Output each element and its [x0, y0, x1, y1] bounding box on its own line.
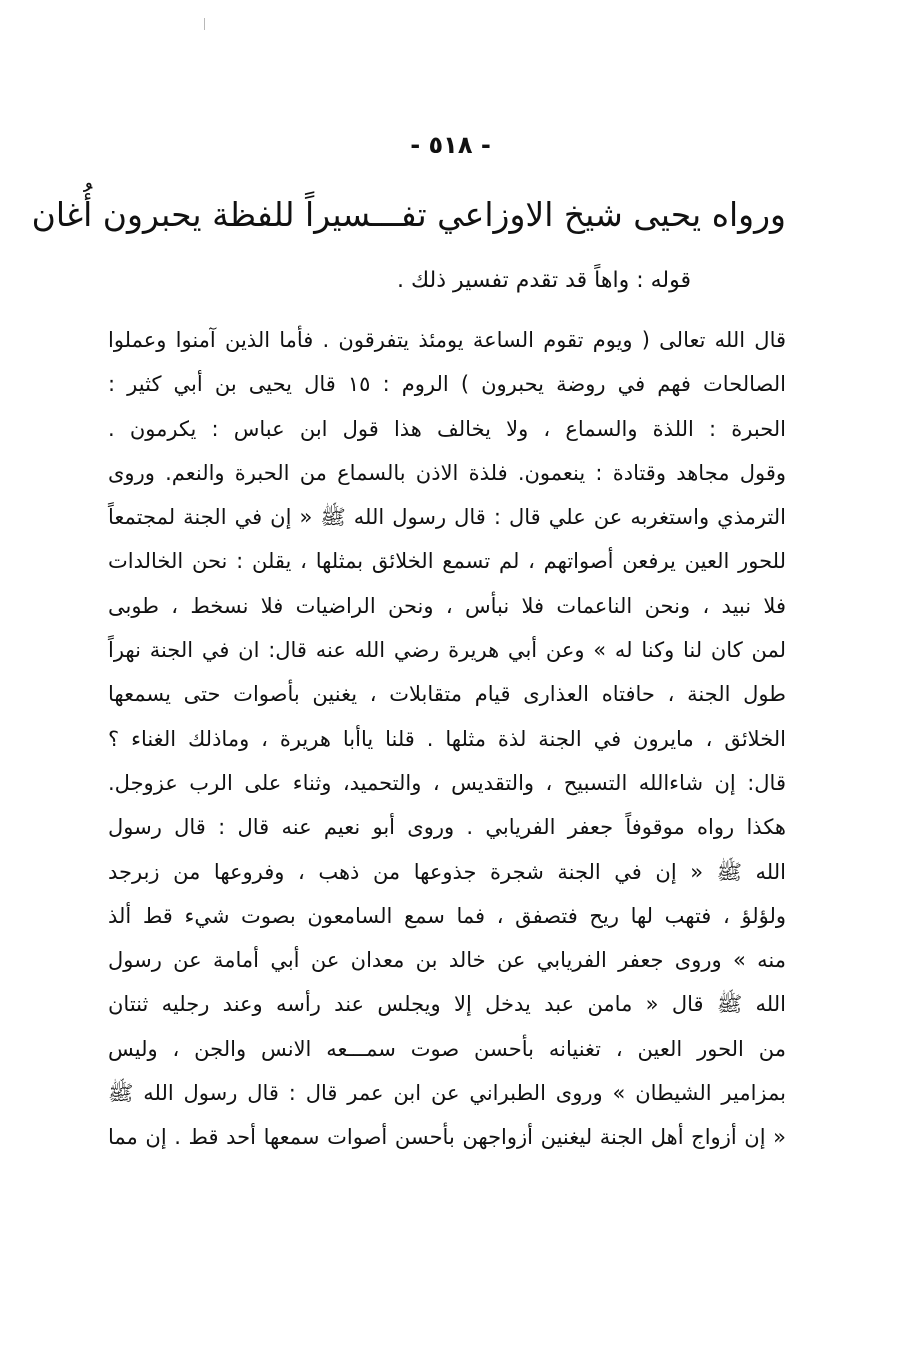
section-heading: ورواه يحيى شيخ الاوزاعي تفـــسيراً للفظة يحبرون أُغان [31, 195, 786, 234]
body-line-14: ولؤلؤ ، فتهب لها ريح فتصفق ، فما سمع السامعون بصوت شيء قط ألذ [108, 903, 786, 928]
body-line-2: الصالحات فهم في روضة يحبرون ) الروم : ١٥ قال يحيى بن أبي كثير : [108, 372, 786, 397]
body-line-12: هكذا رواه موقوفاً جعفر الفريابي . وروى أبو نعيم عنه قال : قال رسول [108, 815, 786, 840]
body-text [108, 318, 786, 1160]
scan-edge-mark [204, 18, 205, 30]
body-line-3: الحبرة : اللذة والسماع ، ولا يخالف هذا قول ابن عباس : يكرمون . [108, 416, 786, 441]
subheading-line: قوله : واهاً قد تقدم تفسير ذلك . [397, 268, 691, 293]
body-line-10: الخلائق ، مايرون في الجنة لذة مثلها . قلنا ياأبا هريرة ، وماذلك الغناء ؟ [108, 726, 786, 751]
body-line-7: فلا نبيد ، ونحن الناعمات فلا نبأس ، ونحن الراضيات فلا نسخط ، طوبى [108, 593, 786, 618]
body-line-16: الله ﷺ قال « مامن عبد يدخل إلا ويجلس عند رأسه وعند رجليه ثنتان [108, 992, 786, 1017]
body-line-5: الترمذي واستغربه عن علي قال : قال رسول الله ﷺ « إن في الجنة لمجتمعاً [108, 505, 786, 530]
body-line-18: بمزامير الشيطان » وروى الطبراني عن ابن عمر قال : قال رسول الله ﷺ [108, 1081, 786, 1106]
body-line-4: وقول مجاهد وقتادة : ينعمون. فلذة الاذن بالسماع من الحبرة والنعم. وروى [108, 460, 786, 485]
body-line-17: من الحور العين ، تغنيانه بأحسن صوت سمـــعه الانس والجن ، وليس [108, 1036, 786, 1061]
body-line-9: طول الجنة ، حافتاه العذارى قيام متقابلات ، يغنين بأصوات حتى يسمعها [108, 682, 786, 707]
body-line-13: الله ﷺ « إن في الجنة شجرة جذوعها من ذهب ، وفروعها من زبرجد [108, 859, 786, 884]
body-line-19: « إن أزواج أهل الجنة ليغنين أزواجهن بأحسن أصوات سمعها أحد قط . إن مما [108, 1125, 786, 1150]
body-line-15: منه » وروى جعفر الفريابي عن خالد بن معدان عن أبي أمامة عن رسول [108, 948, 786, 973]
body-line-6: للحور العين يرفعن أصواتهم ، لم تسمع الخلائق بمثلها ، يقلن : نحن الخالدات [108, 549, 786, 574]
page-number: - ٥١٨ - [410, 131, 491, 159]
body-line-1: قال الله تعالى ( ويوم تقوم الساعة يومئذ يتفرقون . فأما الذين آمنوا وعملوا [108, 328, 786, 352]
body-line-8: لمن كان لنا وكنا له » وعن أبي هريرة رضي الله عنه قال: ان في الجنة نهراً [108, 638, 786, 663]
body-line-11: قال: إن شاءالله التسبيح ، والتقديس ، والتحميد، وثناء على الرب عزوجل. [108, 770, 786, 795]
